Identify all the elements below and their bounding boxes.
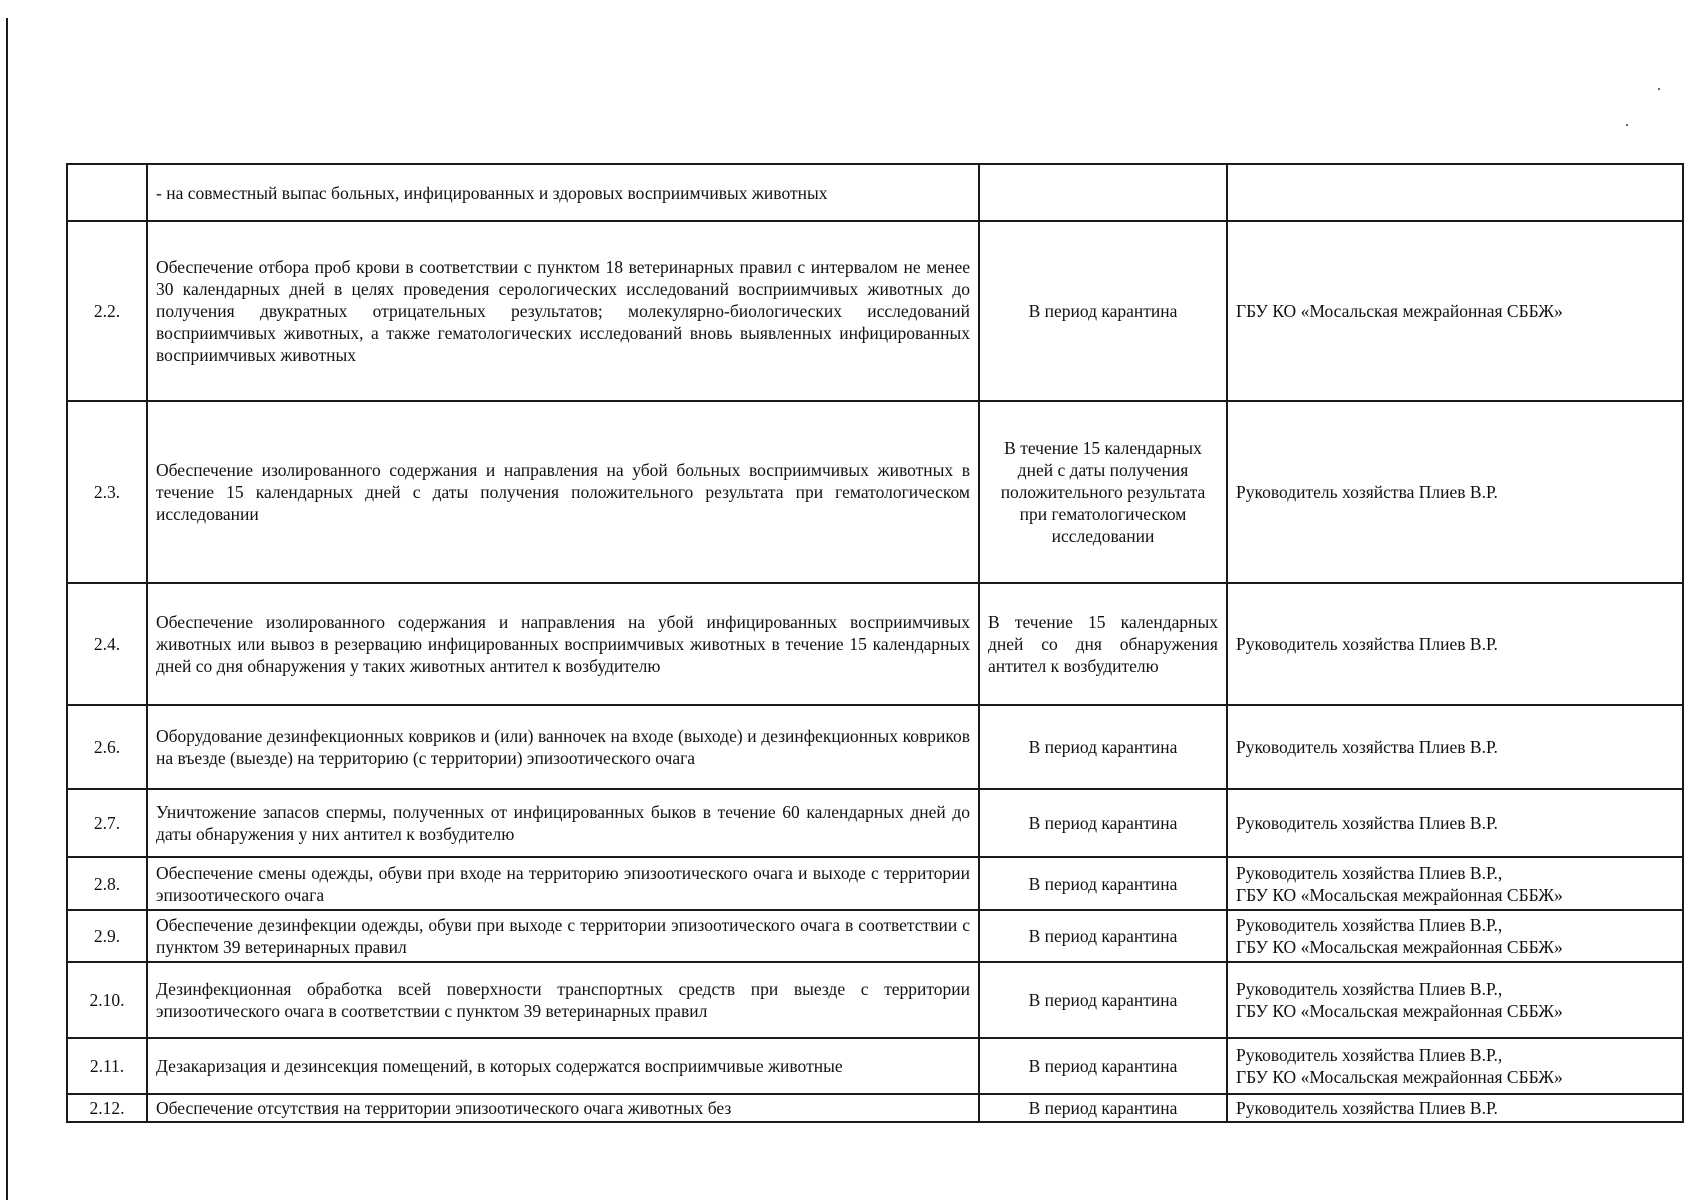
table-row: [67, 910, 1683, 962]
row-number: 2.10.: [67, 962, 147, 1038]
scan-speck: [1658, 88, 1660, 90]
row-number: 2.3.: [67, 401, 147, 583]
scan-speck: [1626, 124, 1628, 126]
row-number: 2.2.: [67, 221, 147, 401]
responsible-line: Руководитель хозяйства Плиев В.Р.: [1236, 737, 1498, 757]
responsible-line: ГБУ КО «Мосальская межрайонная СББЖ»: [1236, 1001, 1563, 1021]
table-row: [67, 401, 1683, 583]
row-number: 2.9.: [67, 910, 147, 962]
row-number: 2.8.: [67, 857, 147, 910]
table-row: [67, 583, 1683, 705]
responsible-cell: [1227, 705, 1683, 789]
measure-text: Обеспечение отбора проб крови в соответствии с пунктом 18 ветеринарных правил с интервалом не менее 30 календарных дней в целях проведения серологических исследований восприимчивых животных до получения двукратных отрицательных результатов; молекулярно-биологических исследований восприимчивых животных, а также гематологических исследований вновь выявленных инфицированных восприимчивых животных: [147, 221, 979, 401]
term-cell: В период карантина: [979, 789, 1227, 857]
table-row: [67, 705, 1683, 789]
table-row: [67, 962, 1683, 1038]
table-row: [67, 164, 1683, 221]
term-cell: В течение 15 календарных дней с даты получения положительного результата при гематологическом исследовании: [979, 401, 1227, 583]
responsible-cell: [1227, 1038, 1683, 1094]
term-cell: В период карантина: [979, 1094, 1227, 1122]
responsible-cell: [1227, 164, 1683, 221]
responsible-cell: [1227, 857, 1683, 910]
measure-text: Обеспечение изолированного содержания и направления на убой инфицированных восприимчивых животных или вывоз в резервацию инфицированных восприимчивых животных в течение 15 календарных дней со дня обнаружения у таких животных антител к возбудителю: [147, 583, 979, 705]
term-cell: [979, 164, 1227, 221]
responsible-line: Руководитель хозяйства Плиев В.Р.: [1236, 1098, 1498, 1118]
table-row: [67, 221, 1683, 401]
term-cell: В период карантина: [979, 1038, 1227, 1094]
row-number: 2.12.: [67, 1094, 147, 1122]
row-number: [67, 164, 147, 221]
responsible-line: Руководитель хозяйства Плиев В.Р.: [1236, 482, 1498, 502]
responsible-line: Руководитель хозяйства Плиев В.Р.: [1236, 634, 1498, 654]
responsible-cell: [1227, 789, 1683, 857]
responsible-line: Руководитель хозяйства Плиев В.Р.,: [1236, 915, 1503, 935]
table-row: [67, 1038, 1683, 1094]
term-cell: В период карантина: [979, 910, 1227, 962]
responsible-cell: [1227, 401, 1683, 583]
responsible-line: Руководитель хозяйства Плиев В.Р.,: [1236, 1045, 1503, 1065]
term-cell: В период карантина: [979, 221, 1227, 401]
measure-text: Оборудование дезинфекционных ковриков и (или) ванночек на входе (выходе) и дезинфекционных ковриков на въезде (выезде) на территорию (с территории) эпизоотического очага: [147, 705, 979, 789]
row-number: 2.6.: [67, 705, 147, 789]
measures-table: [66, 163, 1684, 1123]
row-number: 2.7.: [67, 789, 147, 857]
responsible-line: ГБУ КО «Мосальская межрайонная СББЖ»: [1236, 301, 1563, 321]
responsible-cell: [1227, 583, 1683, 705]
measure-text: Обеспечение изолированного содержания и направления на убой больных восприимчивых животных в течение 15 календарных дней с даты получения положительного результата при гематологическом исследовании: [147, 401, 979, 583]
measure-text: Обеспечение смены одежды, обуви при входе на территорию эпизоотического очага и выходе с территории эпизоотического очага: [147, 857, 979, 910]
measure-text: Уничтожение запасов спермы, полученных от инфицированных быков в течение 60 календарных дней до даты обнаружения у них антител к возбудителю: [147, 789, 979, 857]
table-row: [67, 857, 1683, 910]
term-cell: В период карантина: [979, 962, 1227, 1038]
responsible-line: Руководитель хозяйства Плиев В.Р.,: [1236, 979, 1503, 999]
responsible-line: ГБУ КО «Мосальская межрайонная СББЖ»: [1236, 1067, 1563, 1087]
table-row: [67, 789, 1683, 857]
responsible-cell: [1227, 1094, 1683, 1122]
responsible-line: Руководитель хозяйства Плиев В.Р.,: [1236, 862, 1503, 883]
measure-text: Обеспечение отсутствия на территории эпизоотического очага животных без: [147, 1094, 979, 1122]
term-cell: В период карантина: [979, 705, 1227, 789]
responsible-line: ГБУ КО «Мосальская межрайонная СББЖ»: [1236, 937, 1563, 957]
term-cell: В период карантина: [979, 857, 1227, 910]
responsible-cell: [1227, 221, 1683, 401]
page-edge-line: [6, 18, 8, 1200]
table-row: [67, 1094, 1683, 1122]
measure-text: Обеспечение дезинфекции одежды, обуви при выходе с территории эпизоотического очага в соответствии с пунктом 39 ветеринарных правил: [147, 910, 979, 962]
responsible-cell: [1227, 962, 1683, 1038]
row-number: 2.4.: [67, 583, 147, 705]
term-cell: В течение 15 календарных дней со дня обнаружения антител к возбудителю: [979, 583, 1227, 705]
measure-text: Дезакаризация и дезинсекция помещений, в которых содержатся восприимчивые животные: [147, 1038, 979, 1094]
responsible-cell: [1227, 910, 1683, 962]
row-number: 2.11.: [67, 1038, 147, 1094]
measure-text: Дезинфекционная обработка всей поверхности транспортных средств при выезде с территории эпизоотического очага в соответствии с пунктом 39 ветеринарных правил: [147, 962, 979, 1038]
measure-text: - на совместный выпас больных, инфицированных и здоровых восприимчивых животных: [147, 164, 979, 221]
responsible-line: Руководитель хозяйства Плиев В.Р.: [1236, 813, 1498, 833]
responsible-line: ГБУ КО «Мосальская межрайонная СББЖ»: [1236, 884, 1563, 905]
